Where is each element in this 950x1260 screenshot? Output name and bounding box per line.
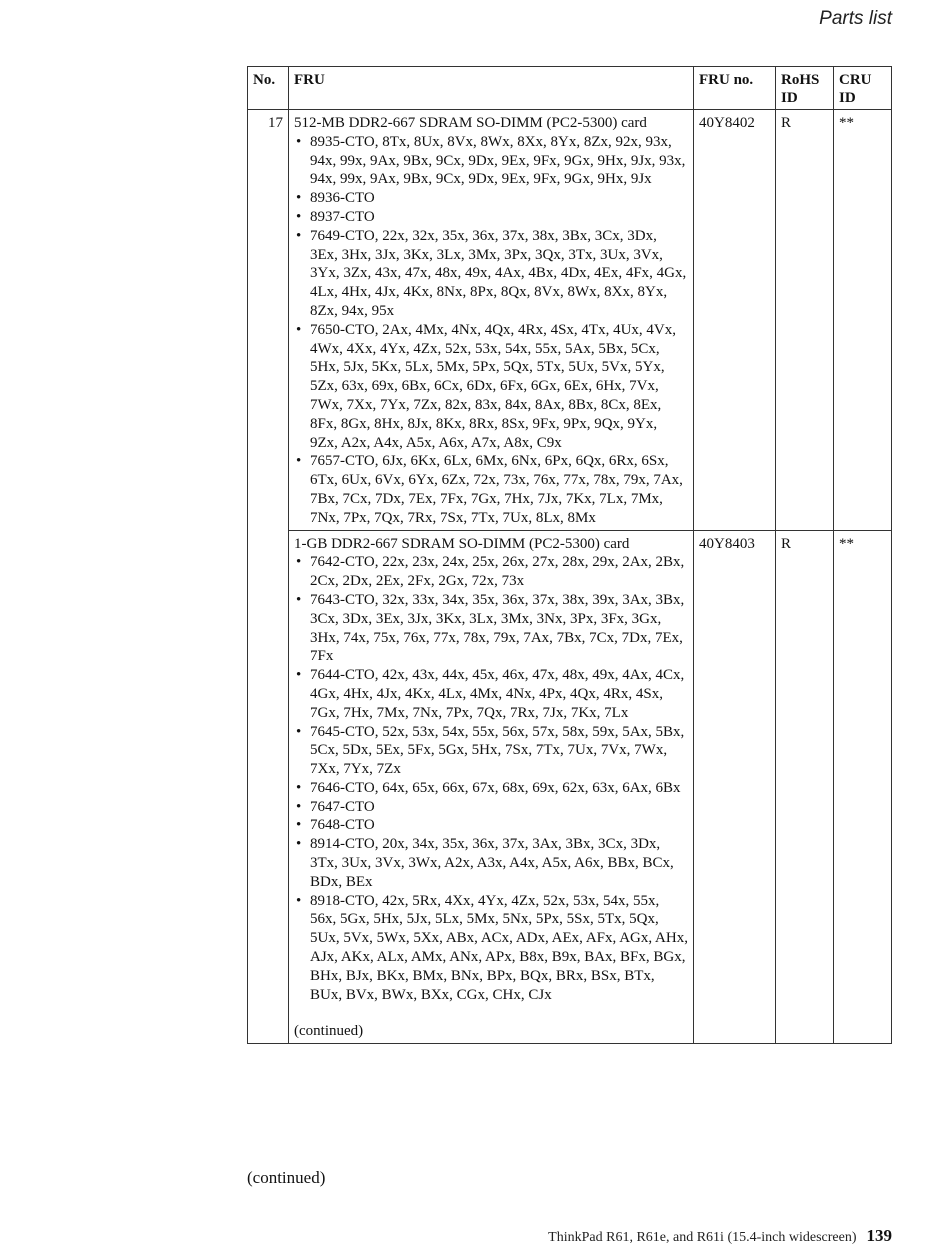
footer-text: ThinkPad R61, R61e, and R61i (15.4-inch widescreen)	[548, 1230, 857, 1245]
parts-table	[247, 66, 892, 1044]
list-item: • 8937-CTO	[294, 208, 688, 227]
fru-description-cell	[289, 530, 694, 1044]
fru-description: 1-GB DDR2-667 SDRAM SO-DIMM (PC2-5300) card	[294, 535, 630, 552]
list-item: • 7646-CTO, 64x, 65x, 66x, 67x, 68x, 69x, 62x, 63x, 6Ax, 6Bx	[294, 779, 688, 798]
column-header-fru: FRU	[289, 67, 694, 110]
list-item: • 8914-CTO, 20x, 34x, 35x, 36x, 37x, 3Ax, 3Bx, 3Cx, 3Dx, 3Tx, 3Ux, 3Vx, 3Wx, A2x, A3x, A4x, A5x, A6x, BBx, BCx, BDx, BEx	[294, 835, 688, 891]
column-header-cru-id: CRU ID	[834, 67, 892, 110]
list-item: • 7650-CTO, 2Ax, 4Mx, 4Nx, 4Qx, 4Rx, 4Sx, 4Tx, 4Ux, 4Vx, 4Wx, 4Xx, 4Yx, 4Zx, 52x, 53x, 54x, 55x, 5Ax, 5Bx, 5Cx, 5Hx, 5Jx, 5Kx, 5Lx, 5Mx, 5Px, 5Qx, 5Tx, 5Ux, 5Vx, 5Yx, 5Zx, 63x, 69x, 6Bx, 6Cx, 6Dx, 6Fx, 6Gx, 6Ex, 6Hx, 7Vx, 7Wx, 7Xx, 7Yx, 7Zx, 82x, 83x, 84x, 8Ax, 8Bx, 8Cx, 8Ex, 8Fx, 8Gx, 8Hx, 8Jx, 8Kx, 8Rx, 8Sx, 9Fx, 9Px, 9Qx, 9Yx, 9Zx, A2x, A4x, A5x, A6x, A7x, A8x, C9x	[294, 321, 688, 453]
fru-number: 40Y8402	[694, 110, 776, 531]
list-item: • 8935-CTO, 8Tx, 8Ux, 8Vx, 8Wx, 8Xx, 8Yx, 8Zx, 92x, 93x, 94x, 99x, 9Ax, 9Bx, 9Cx, 9Dx, 9Ex, 9Fx, 9Gx, 9Hx, 9Jx, 93x, 94x, 99x, 9Ax, 9Bx, 9Cx, 9Dx, 9Ex, 9Fx, 9Gx, 9Hx, 9Jx	[294, 133, 688, 189]
rohs-id: R	[776, 110, 834, 531]
item-number: 17	[248, 110, 289, 1044]
column-header-rohs-id: RoHS ID	[776, 67, 834, 110]
table-row	[248, 530, 892, 1044]
list-item: • 7644-CTO, 42x, 43x, 44x, 45x, 46x, 47x, 48x, 49x, 4Ax, 4Cx, 4Gx, 4Hx, 4Jx, 4Kx, 4Lx, 4Mx, 4Nx, 4Px, 4Qx, 4Rx, 4Sx, 7Gx, 7Hx, 7Mx, 7Nx, 7Px, 7Qx, 7Rx, 7Jx, 7Kx, 7Lx	[294, 666, 688, 722]
model-list	[294, 133, 688, 528]
list-item: • 8936-CTO	[294, 189, 688, 208]
cell-continued-note: (continued)	[294, 1023, 364, 1040]
table-header-row	[248, 67, 892, 110]
page-footer	[548, 1226, 892, 1246]
list-item: • 7645-CTO, 52x, 53x, 54x, 55x, 56x, 57x, 58x, 59x, 5Ax, 5Bx, 5Cx, 5Dx, 5Ex, 5Fx, 5Gx, 5Hx, 7Sx, 7Tx, 7Ux, 7Vx, 7Wx, 7Xx, 7Yx, 7Zx	[294, 723, 688, 779]
cru-id: **	[834, 530, 892, 1044]
table-row	[248, 110, 892, 531]
fru-description: 512-MB DDR2-667 SDRAM SO-DIMM (PC2-5300) card	[294, 115, 647, 131]
list-item: • 7642-CTO, 22x, 23x, 24x, 25x, 26x, 27x, 28x, 29x, 2Ax, 2Bx, 2Cx, 2Dx, 2Ex, 2Fx, 2Gx, 72x, 73x	[294, 553, 688, 591]
page-number: 139	[866, 1226, 892, 1245]
fru-description-cell	[289, 110, 694, 531]
column-header-no: No.	[248, 67, 289, 110]
list-item: • 7649-CTO, 22x, 32x, 35x, 36x, 37x, 38x, 3Bx, 3Cx, 3Dx, 3Ex, 3Hx, 3Jx, 3Kx, 3Lx, 3Mx, 3Px, 3Qx, 3Tx, 3Ux, 3Vx, 3Yx, 3Zx, 43x, 47x, 48x, 49x, 4Ax, 4Bx, 4Dx, 4Ex, 4Fx, 4Gx, 4Lx, 4Hx, 4Jx, 4Kx, 8Nx, 8Px, 8Qx, 8Vx, 8Wx, 8Xx, 8Yx, 8Zx, 94x, 95x	[294, 227, 688, 321]
page-continued-note: (continued)	[247, 1168, 326, 1187]
cru-id: **	[834, 110, 892, 531]
running-header-title: Parts list	[819, 8, 892, 29]
model-list	[294, 553, 688, 1004]
list-item: • 7643-CTO, 32x, 33x, 34x, 35x, 36x, 37x, 38x, 39x, 3Ax, 3Bx, 3Cx, 3Dx, 3Ex, 3Jx, 3Kx, 3Lx, 3Mx, 3Nx, 3Px, 3Fx, 3Gx, 3Hx, 74x, 75x, 76x, 77x, 78x, 79x, 7Ax, 7Bx, 7Cx, 7Dx, 7Ex, 7Fx	[294, 591, 688, 666]
list-item: • 7657-CTO, 6Jx, 6Kx, 6Lx, 6Mx, 6Nx, 6Px, 6Qx, 6Rx, 6Sx, 6Tx, 6Ux, 6Vx, 6Yx, 6Zx, 72x, 73x, 76x, 77x, 78x, 79x, 7Ax, 7Bx, 7Cx, 7Dx, 7Ex, 7Fx, 7Gx, 7Hx, 7Jx, 7Kx, 7Lx, 7Mx, 7Nx, 7Px, 7Qx, 7Rx, 7Sx, 7Tx, 7Ux, 8Lx, 8Mx	[294, 452, 688, 527]
column-header-fru-no: FRU no.	[694, 67, 776, 110]
list-item: • 7647-CTO	[294, 798, 688, 817]
list-item: • 7648-CTO	[294, 816, 688, 835]
rohs-id: R	[776, 530, 834, 1044]
list-item: • 8918-CTO, 42x, 5Rx, 4Xx, 4Yx, 4Zx, 52x, 53x, 54x, 55x, 56x, 5Gx, 5Hx, 5Jx, 5Lx, 5Mx, 5Nx, 5Px, 5Sx, 5Tx, 5Qx, 5Ux, 5Vx, 5Wx, 5Xx, ABx, ACx, ADx, AEx, AFx, AGx, AHx, AJx, AKx, ALx, AMx, ANx, APx, B8x, B9x, BAx, BFx, BGx, BHx, BJx, BKx, BMx, BNx, BPx, BQx, BRx, BSx, BTx, BUx, BVx, BWx, BXx, CGx, CHx, CJx	[294, 892, 688, 1005]
fru-number: 40Y8403	[694, 530, 776, 1044]
